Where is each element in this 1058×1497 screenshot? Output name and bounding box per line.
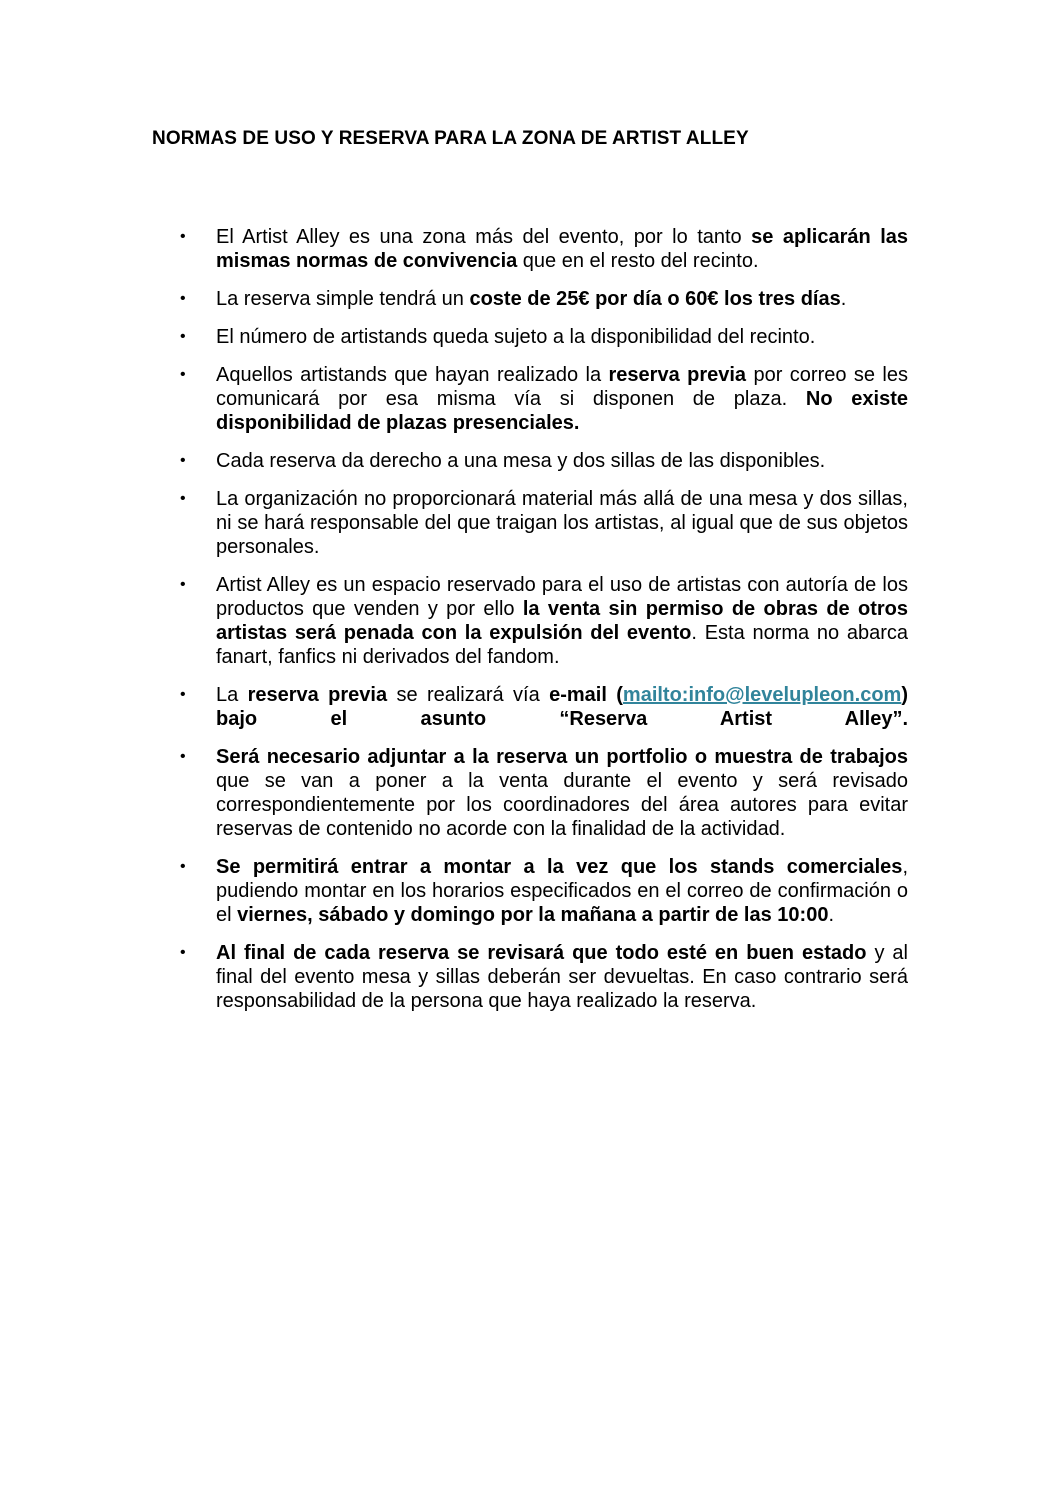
rule-text-bold: Será necesario adjuntar a la reserva un portfolio o muestra de trabajos (216, 746, 908, 768)
rule-text-segment: y al final del evento mesa y sillas deberán ser devueltas. En caso contrario será responsabilidad de la persona que haya realizado la reserva. (216, 942, 908, 1012)
rule-text (216, 288, 846, 310)
rule-text-segment: Aquellos artistands que hayan realizado la (216, 364, 609, 386)
rule-text-bold: viernes, sábado y domingo por la mañana a partir de las 10:00 (237, 904, 829, 926)
rule-text-segment: La reserva simple tendrá un (216, 288, 470, 310)
rule-text-segment: Artist Alley es un espacio reservado para el uso de artistas con autoría de los productos que venden y por ello (216, 574, 908, 620)
rule-text-segment: . (840, 288, 847, 310)
rule-item (180, 683, 908, 731)
bullet-icon: • (180, 576, 186, 593)
rule-item (180, 363, 908, 435)
rule-item (180, 941, 908, 1013)
rule-text-segment: El número de artistands queda sujeto a la disponibilidad del recinto. (216, 326, 816, 348)
rule-text-bold: e-mail ( (549, 684, 623, 706)
rule-text (216, 488, 908, 558)
bullet-icon: • (180, 686, 186, 703)
rules-list (180, 225, 908, 1027)
rule-text (216, 226, 908, 272)
rule-text-bold: ) bajo el asunto “Reserva Artist Alley”. (216, 684, 908, 730)
rule-item (180, 287, 908, 311)
rule-text-segment: que se van a poner a la venta durante el evento y será revisado correspondientemente por los coordinadores del área autores para evitar reservas de contenido no acorde con la finalidad de la actividad. (216, 770, 908, 840)
rule-text (216, 856, 908, 926)
rule-text (216, 942, 908, 1012)
rule-text-bold: la venta sin permiso de obras de otros artistas será penada con la expulsión del evento (216, 598, 908, 644)
rule-text-segment: , pudiendo montar en los horarios especificados en el correo de confirmación o el (216, 856, 908, 926)
rule-text-segment: se realizará vía (387, 684, 550, 706)
rule-text-segment: El Artist Alley es una zona más del evento, por lo tanto (216, 226, 752, 248)
rule-text-bold: Se permitirá entrar a montar a la vez que los stands comerciales (216, 856, 903, 878)
rule-text (216, 326, 815, 348)
rule-item (180, 745, 908, 841)
page-title: NORMAS DE USO Y RESERVA PARA LA ZONA DE ARTIST ALLEY (152, 128, 749, 149)
rule-text (216, 450, 825, 472)
rule-item (180, 449, 908, 473)
rule-item (180, 325, 908, 349)
rule-text (216, 684, 908, 730)
rule-text (216, 746, 908, 840)
rule-text-segment: . (828, 904, 835, 926)
rule-item (180, 487, 908, 559)
rule-text-bold: reserva previa (247, 684, 388, 706)
bullet-icon: • (180, 290, 186, 307)
rule-text-segment: La (216, 684, 248, 706)
email-link[interactable]: mailto:info@levelupleon.com (622, 684, 902, 706)
rule-text-segment: por correo se les comunicará por esa misma vía si disponen de plaza. (216, 364, 908, 410)
rule-item (180, 855, 908, 927)
rule-text (216, 364, 908, 434)
rule-text-segment: Cada reserva da derecho a una mesa y dos sillas de las disponibles. (216, 450, 826, 472)
rule-text-bold: Al final de cada reserva se revisará que todo esté en buen estado (216, 942, 867, 964)
bullet-icon: • (180, 490, 186, 507)
rule-text-bold: se aplicarán las mismas normas de convivencia (216, 226, 909, 272)
bullet-icon: • (180, 944, 186, 961)
rule-item (180, 225, 908, 273)
bullet-icon: • (180, 858, 186, 875)
bullet-icon: • (180, 366, 186, 383)
bullet-icon: • (180, 328, 186, 345)
rule-item (180, 573, 908, 669)
rule-text-bold: No existe disponibilidad de plazas presenciales. (216, 388, 908, 434)
bullet-icon: • (180, 452, 186, 469)
rule-text (216, 574, 908, 668)
rule-text-segment: que en el resto del recinto. (517, 250, 759, 272)
bullet-icon: • (180, 748, 186, 765)
rule-text-segment: La organización no proporcionará material más allá de una mesa y dos sillas, ni se hará responsable del que traigan los artistas, al igual que de sus objetos personales. (216, 488, 908, 558)
bullet-icon: • (180, 228, 186, 245)
rule-text-segment: . Esta norma no abarca fanart, fanfics ni derivados del fandom. (216, 622, 909, 668)
rule-text-bold: reserva previa (608, 364, 747, 386)
rule-text-bold: coste de 25€ por día o 60€ los tres días (469, 288, 841, 310)
